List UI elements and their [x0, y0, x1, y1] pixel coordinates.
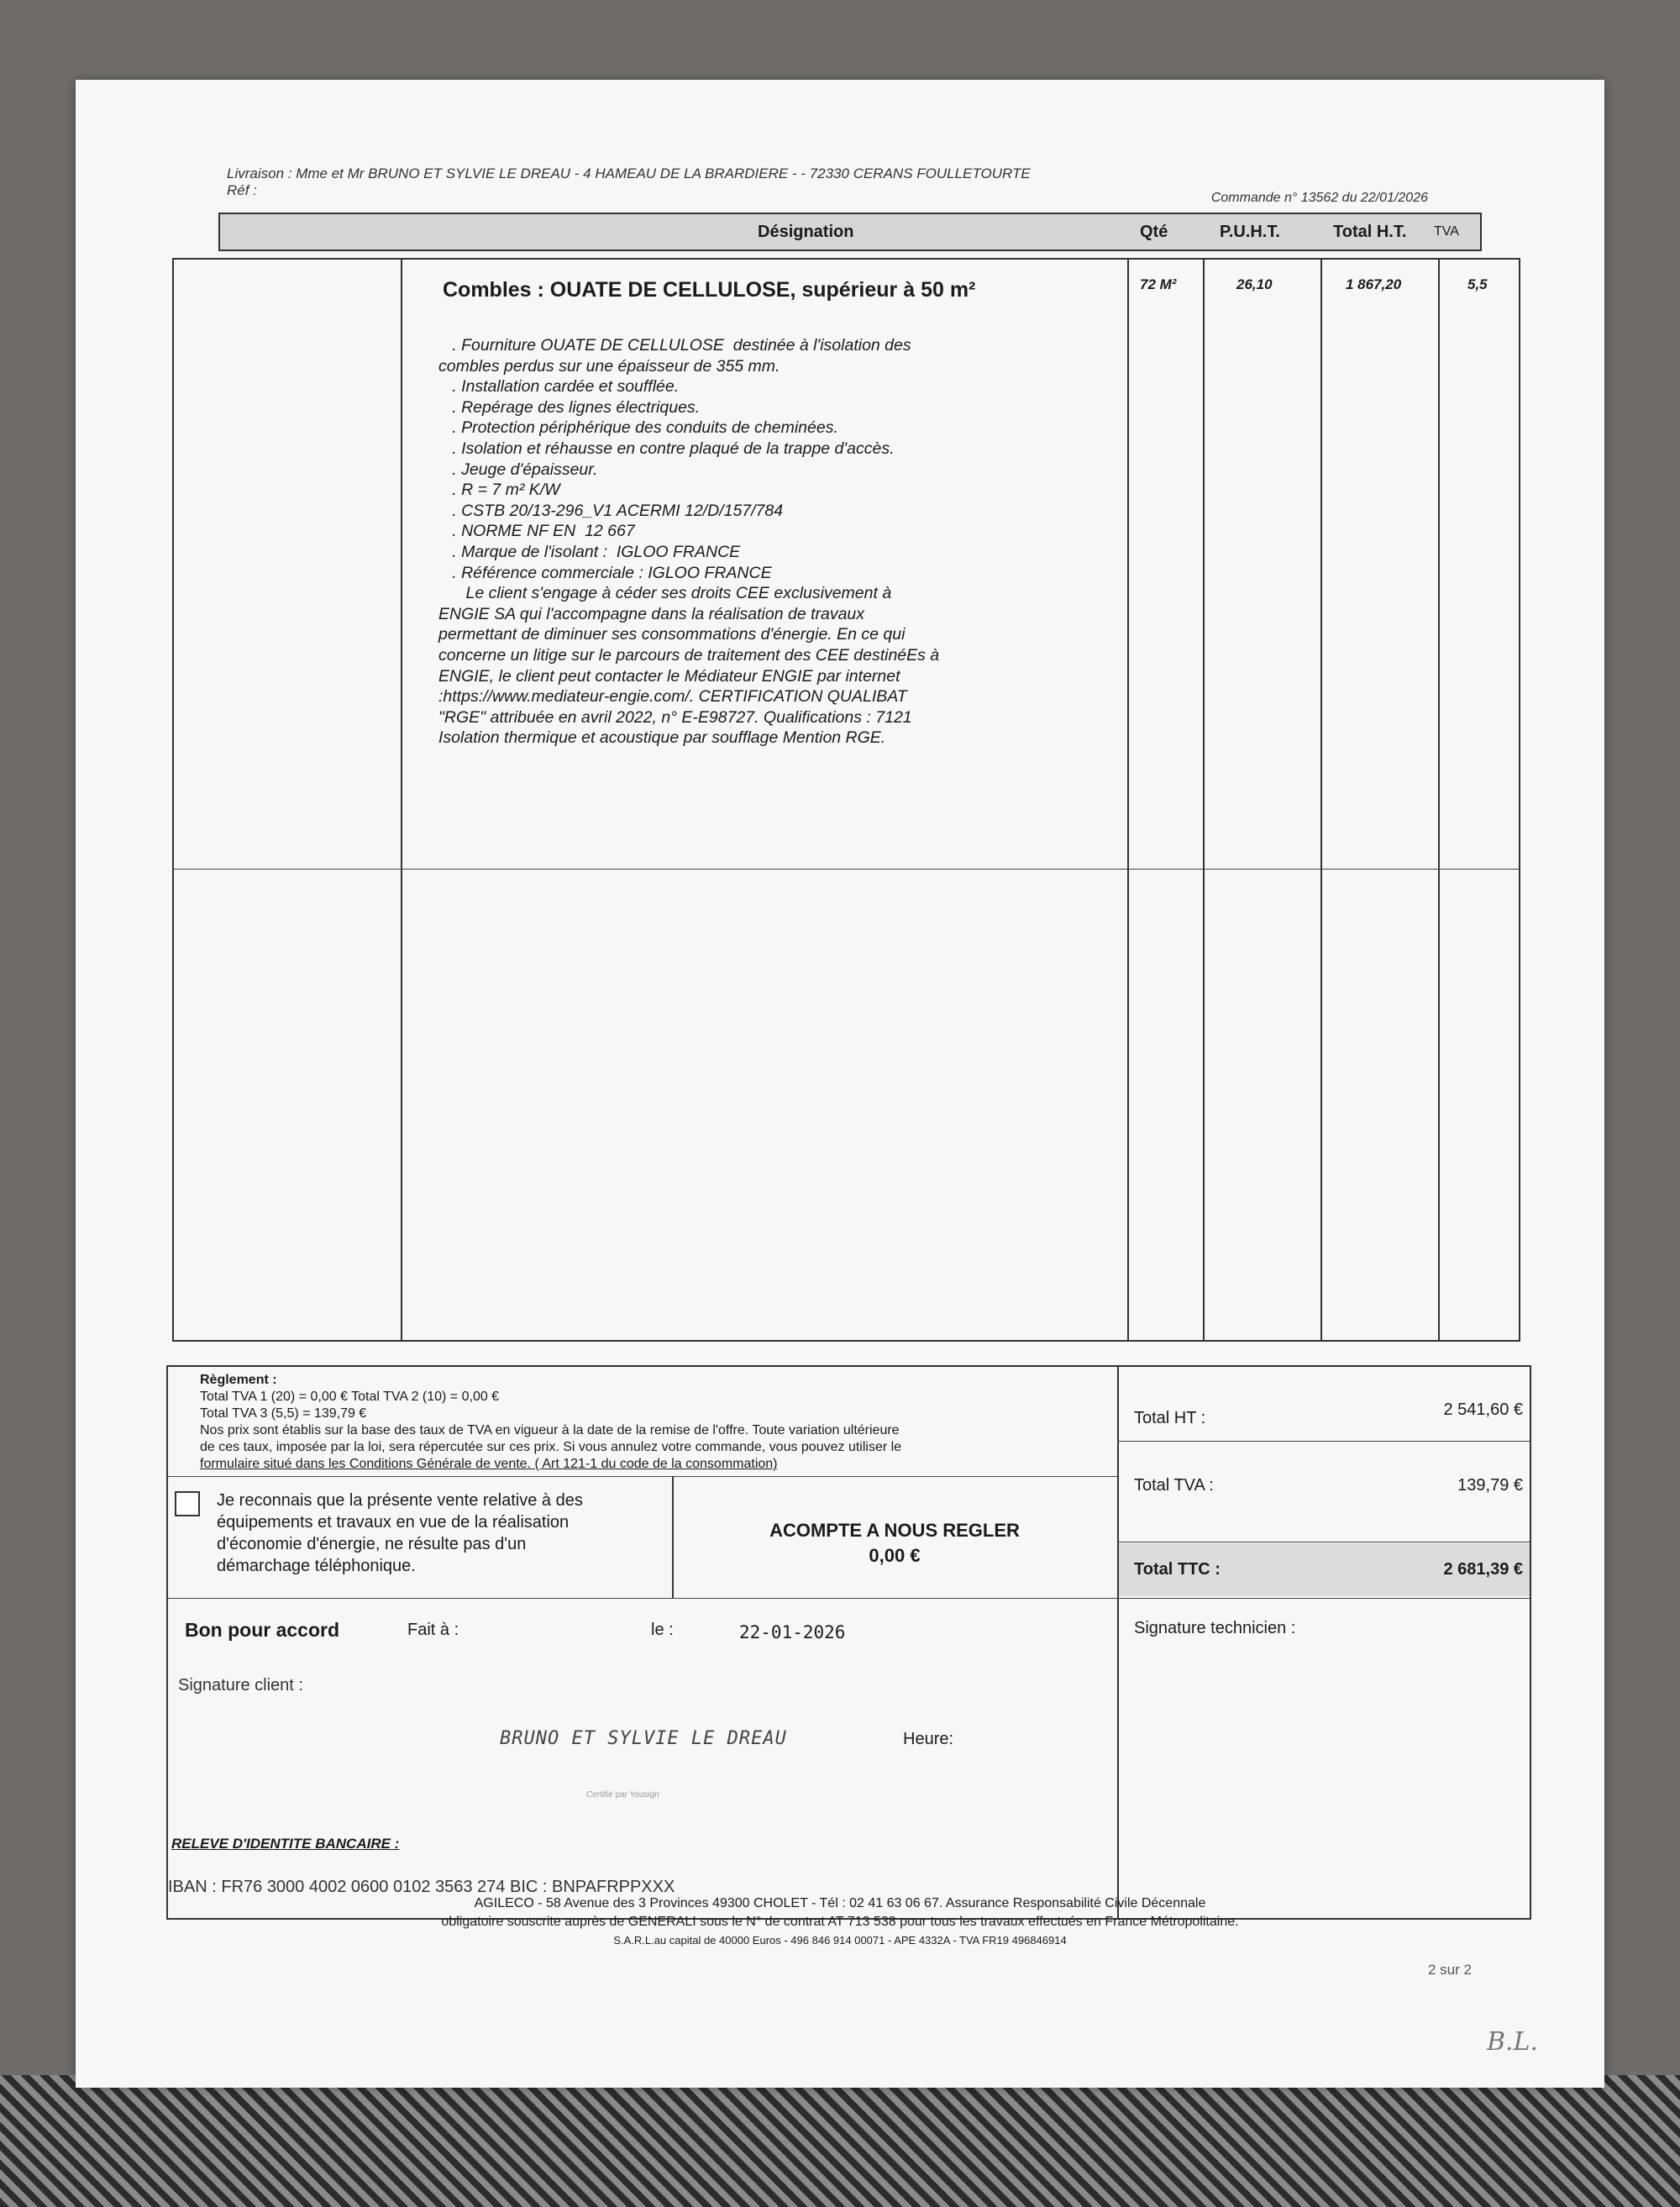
- row-divider: [174, 869, 1519, 870]
- delivery-address: Livraison : Mme et Mr BRUNO ET SYLVIE LE DREAU - 4 HAMEAU DE LA BRARDIERE - - 72330 CERANS FOULLETOURTE Réf :: [227, 166, 1031, 198]
- section-divider: [168, 1476, 1117, 1477]
- total-tva-value: 139,79 €: [1457, 1476, 1523, 1495]
- item-tva: 5,5: [1467, 276, 1488, 292]
- total-ht-label: Total HT :: [1134, 1409, 1206, 1427]
- certified-stamp: Certifié par Yousign: [586, 1790, 659, 1800]
- item-description-line: "RGE" attribuée en avril 2022, n° E-E98727. Qualifications : 7121: [438, 707, 912, 727]
- fait-a-label: Fait à :: [407, 1621, 459, 1639]
- section-divider: [1117, 1367, 1119, 1918]
- column-divider: [1320, 260, 1322, 1340]
- order-number: Commande n° 13562 du 22/01/2026: [1210, 191, 1428, 205]
- total-ttc-value: 2 681,39 €: [1443, 1560, 1523, 1579]
- consent-checkbox[interactable]: [175, 1491, 200, 1516]
- item-description-line: :https://www.mediateur-engie.com/. CERTIFICATION QUALIBAT: [438, 687, 907, 707]
- item-description-line: . R = 7 m² K/W: [438, 481, 560, 500]
- column-divider: [1127, 260, 1129, 1340]
- item-description-line: . Protection périphérique des conduits de cheminées.: [438, 418, 838, 438]
- payment-info: [200, 1372, 1107, 1473]
- item-description: [438, 335, 1047, 749]
- page-number: 2 sur 2: [1428, 1962, 1472, 1978]
- item-description-line: . NORME NF EN 12 667: [438, 522, 635, 541]
- header-tva: TVA: [1434, 224, 1459, 239]
- item-description-line: . Marque de l'isolant : IGLOO FRANCE: [438, 542, 741, 561]
- floor-background: [0, 2075, 1680, 2207]
- item-description-line: ENGIE SA qui l'accompagne dans la réalisation de travaux: [438, 604, 865, 623]
- item-description-line: . CSTB 20/13-296_V1 ACERMI 12/D/157/784: [438, 501, 784, 520]
- header-qty: Qté: [1140, 223, 1168, 241]
- company-footer: [76, 1894, 1604, 1950]
- summary-section: [166, 1365, 1531, 1920]
- deposit-box: [672, 1518, 1117, 1569]
- column-divider: [1438, 260, 1440, 1340]
- deposit-label: ACOMPTE A NOUS REGLER: [769, 1520, 1020, 1541]
- item-description-line: Le client s'engage à céder ses droits CEE exclusivement à: [438, 584, 892, 603]
- footer-line: obligatoire souscrite auprès de GENERALI sous le N° de contrat AT 713 538 pour tous les travaux effectués en France Métropolitaine.: [441, 1915, 1239, 1929]
- table-header: [218, 213, 1482, 251]
- reference-label: Réf :: [227, 182, 257, 198]
- invoice-page: [76, 80, 1604, 2088]
- item-unit-price: 26,10: [1236, 276, 1273, 292]
- footer-line: S.A.R.L.au capital de 40000 Euros - 496 846 914 00071 - APE 4332A - TVA FR19 496846914: [613, 1934, 1067, 1947]
- header-total: Total H.T.: [1333, 223, 1407, 241]
- client-signature: BRUNO ET SYLVIE LE DREAU: [500, 1728, 787, 1749]
- item-description-line: . Référence commerciale : IGLOO FRANCE: [438, 563, 772, 582]
- item-description-line: ENGIE, le client peut contacter le Médiateur ENGIE par internet: [438, 666, 900, 686]
- tva-note: de ces taux, imposée par la loi, sera répercutée sur ces prix. Si vous annulez votre commande, vous pouvez utiliser le: [200, 1440, 902, 1454]
- header-designation: Désignation: [758, 223, 854, 241]
- date-label: le :: [651, 1621, 674, 1639]
- column-divider: [1203, 260, 1205, 1340]
- deposit-value: 0,00 €: [869, 1545, 921, 1566]
- tva-breakdown: Total TVA 1 (20) = 0,00 € Total TVA 2 (10) = 0,00 €: [200, 1390, 500, 1404]
- header-unit-price: P.U.H.T.: [1220, 223, 1280, 241]
- signature-client-label: Signature client :: [178, 1676, 303, 1695]
- tva-note: Nos prix sont établis sur la base des taux de TVA en vigueur à la date de la remise de l'offre. Toute variation ultérieure: [200, 1423, 900, 1437]
- item-total: 1 867,20: [1346, 276, 1402, 292]
- item-description-line: concerne un litige sur le parcours de traitement des CEE destinéEs à: [438, 645, 940, 665]
- item-description-line: Isolation thermique et acoustique par soufflage Mention RGE.: [438, 728, 886, 748]
- signature-tech-label: Signature technicien :: [1134, 1619, 1296, 1637]
- consent-text: Je reconnais que la présente vente relative à des équipements et travaux en vue de la réalisation d'économie d'énergie, ne résulte pas d'un démarchage téléphonique.: [217, 1491, 583, 1575]
- tva-breakdown: Total TVA 3 (5,5) = 139,79 €: [200, 1406, 367, 1421]
- item-description-line: . Repérage des lignes électriques.: [438, 397, 701, 417]
- item-qty: 72 M²: [1140, 276, 1177, 292]
- heure-label: Heure:: [903, 1730, 954, 1748]
- signature-date: 22-01-2026: [739, 1622, 846, 1642]
- total-ttc-label: Total TTC :: [1134, 1560, 1221, 1579]
- item-description-line: permettant de diminuer ses consommations d'énergie. En ce qui: [438, 625, 906, 644]
- item-title: Combles : OUATE DE CELLULOSE, supérieur à 50 m²: [443, 278, 976, 302]
- payment-title: Règlement :: [200, 1373, 277, 1387]
- total-tva-label: Total TVA :: [1134, 1476, 1214, 1495]
- footer-line: AGILECO - 58 Avenue des 3 Provinces 49300 CHOLET - Tél : 02 41 63 06 67. Assurance Responsabilité Civile Décennale: [474, 1896, 1206, 1910]
- bank-iban: IBAN : FR76 3000 4002 0600 0102 3563 274 BIC : BNPAFRPPXXX: [168, 1878, 675, 1896]
- tva-note: formulaire situé dans les Conditions Générale de vente. ( Art 121-1 du code de la consommation): [200, 1457, 778, 1471]
- item-description-line: . Jeuge d'épaisseur.: [438, 460, 598, 479]
- table-body: [172, 258, 1520, 1342]
- item-description-line: . Fourniture OUATE DE CELLULOSE destinée à l'isolation des: [438, 336, 911, 355]
- bon-pour-accord: Bon pour accord: [185, 1619, 340, 1641]
- section-divider: [168, 1598, 1530, 1599]
- column-divider: [401, 260, 402, 1340]
- item-description-line: combles perdus sur une épaisseur de 355 mm.: [438, 356, 780, 376]
- section-divider: [1117, 1441, 1530, 1442]
- total-ht-value: 2 541,60 €: [1443, 1400, 1523, 1419]
- item-description-line: . Installation cardée et soufflée.: [438, 377, 680, 397]
- item-description-line: . Isolation et réhausse en contre plaqué de la trappe d'accès.: [438, 439, 895, 458]
- bank-title: RELEVE D'IDENTITE BANCAIRE :: [171, 1836, 400, 1852]
- handwritten-initials: B.L.: [1487, 2027, 1539, 2057]
